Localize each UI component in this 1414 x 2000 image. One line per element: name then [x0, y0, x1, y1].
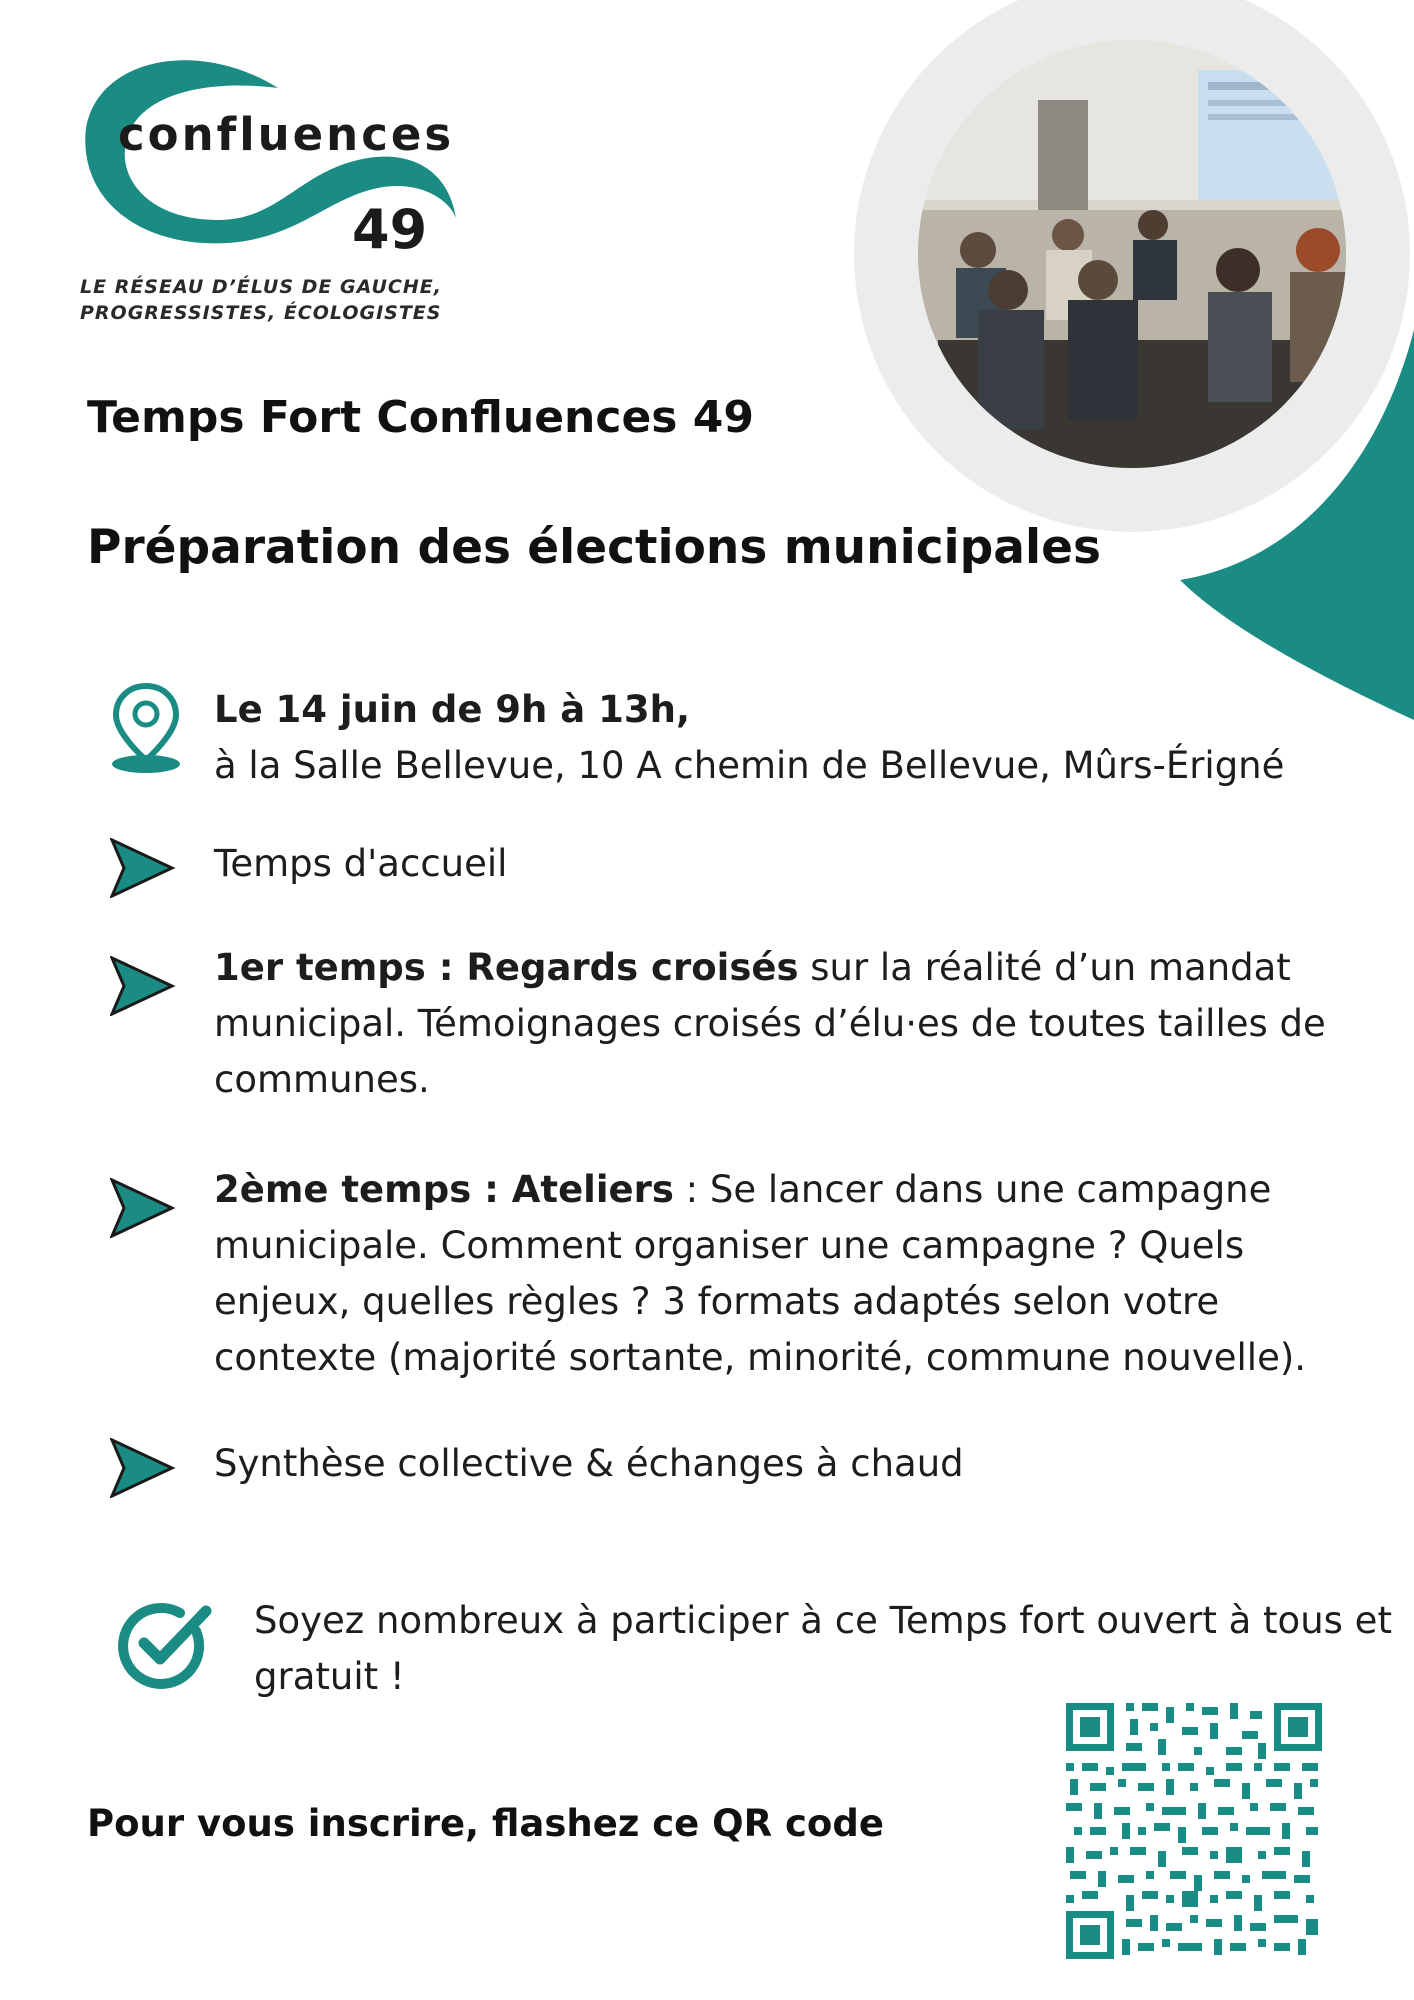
confluences-logo: [78, 48, 478, 338]
agenda-item-text: Temps d'accueil: [214, 842, 508, 885]
event-location: à la Salle Bellevue, 10 A chemin de Bellevue, Mûrs-Érigné: [214, 744, 1285, 787]
checkmark-circle-icon: [118, 1601, 214, 1691]
arrow-right-icon: [110, 1178, 176, 1238]
meeting-photo: [918, 40, 1346, 468]
logo-tagline-line-2: PROGRESSISTES, ÉCOLOGISTES: [80, 302, 442, 324]
arrow-right-icon: [110, 956, 176, 1016]
location-pin-icon: [110, 682, 190, 774]
arrow-right-icon: [110, 838, 176, 898]
page-title: Temps Fort Confluences 49: [87, 392, 755, 443]
agenda-item-heading: 2ème temps : Ateliers: [214, 1168, 674, 1211]
page-subtitle: Préparation des élections municipales: [87, 520, 1101, 575]
arrow-right-icon: [110, 1438, 176, 1498]
agenda-item-text: Synthèse collective & échanges à chaud: [214, 1442, 964, 1485]
call-to-action-text: Soyez nombreux à participer à ce Temps fort ouvert à tous et gratuit !: [254, 1599, 1392, 1698]
logo-tagline-line-1: LE RÉSEAU D’ÉLUS DE GAUCHE,: [80, 276, 442, 298]
event-date-time: Le 14 juin de 9h à 13h,: [214, 688, 691, 731]
qr-code: [1066, 1703, 1322, 1959]
registration-prompt: Pour vous inscrire, flashez ce QR code: [87, 1802, 884, 1845]
agenda-item-heading: 1er temps : Regards croisés: [214, 946, 799, 989]
logo-wordmark: confluences: [118, 108, 455, 161]
agenda-item-text: : Se lancer dans une campagne municipale. Comment organiser une campagne ? Quels enjeux, quelles règles ? 3 formats adaptés selon votre contexte (majorité sortante, minorité, commune nouvelle).: [214, 1168, 1307, 1379]
logo-number: 49: [352, 198, 428, 261]
agenda-item-text: sur la réalité d’un mandat municipal. Témoignages croisés d’élu·es de toutes tailles de communes.: [214, 946, 1326, 1101]
